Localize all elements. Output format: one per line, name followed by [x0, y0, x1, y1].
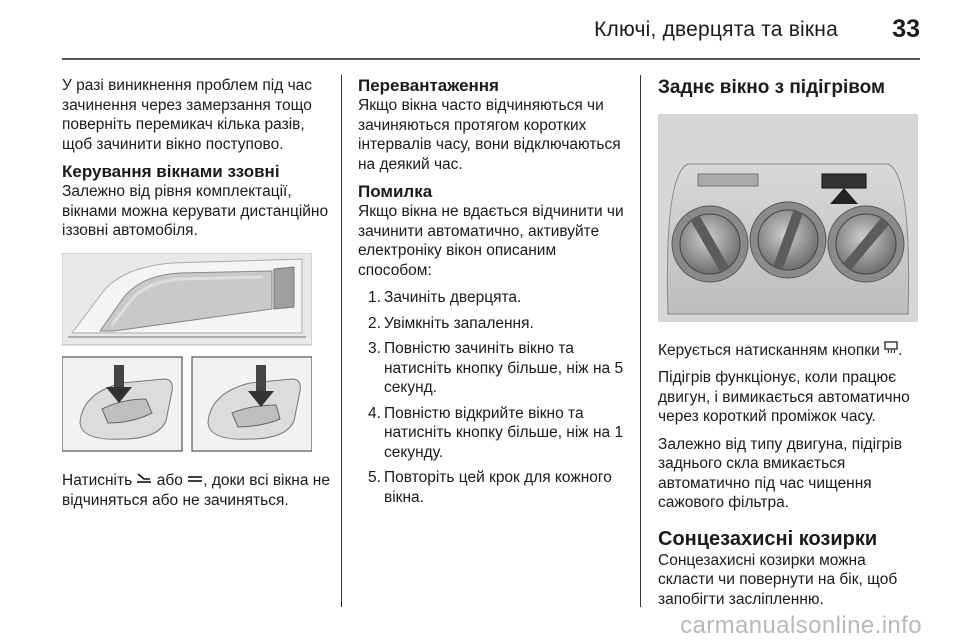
unlock-button-icon: [187, 470, 203, 490]
overload-paragraph: Якщо вікна часто відчиняються чи зачиняються протягом коротких інтервалів часу, вони відключаються на деякий час.: [358, 97, 621, 173]
intro-paragraph: У разі виникнення проблем під час зачинення через замерзання тощо поверніть перемикач кілька разів, щоб зачинити вікно поступово.: [62, 77, 313, 153]
section-heading-overload: Перевантаження: [358, 76, 499, 95]
column-divider-1: [341, 75, 342, 607]
rear-window-heating-icon: [884, 340, 898, 360]
section-heading-sun-visors: Сонцезахисні козирки: [658, 527, 878, 550]
rear-window-paragraph-1: Керується натисканням кнопки .: [658, 341, 903, 359]
section-heading-remote-windows: Керування вікнами ззовні: [62, 162, 280, 181]
column-2: [358, 76, 628, 513]
climate-panel-figure: [658, 114, 918, 322]
list-item: 2. Увімкніть запалення.: [368, 314, 534, 332]
climate-control-illustration: [658, 114, 923, 328]
key-fob-caption: Натисніть або , доки всі вікна не відчиняться або не зачиняться.: [62, 472, 330, 509]
error-paragraph: Якщо вікна не вдається відчинити чи зачинити автоматично, активуйте електроніку вікон описаним способом:: [358, 203, 624, 279]
section-heading-rear-window: Заднє вікно з підігрівом: [658, 77, 886, 98]
column-divider-2: [640, 75, 641, 607]
rear-window-paragraph-2: Підігрів функціонує, коли працює двигун, і вимикається автоматично через короткий проміжок часу.: [658, 369, 910, 425]
page-number: 33: [892, 15, 920, 43]
section-heading-error: Помилка: [358, 182, 433, 201]
page-header: [0, 0, 960, 60]
watermark: carmanualsonline.info: [680, 612, 922, 639]
column-3: [658, 76, 923, 617]
lock-button-icon: [136, 470, 152, 490]
column-1: [62, 76, 332, 518]
steps-list: [358, 288, 628, 507]
rear-window-paragraph-3: Залежно від типу двигуна, підігрів заднього скла вмикається автоматично під час чищення сажового фільтра.: [658, 435, 902, 511]
page-title: Ключі, дверцята та вікна: [594, 18, 838, 41]
list-item: 5. Повторіть цей крок для кожного вікна.: [368, 469, 612, 506]
list-item: 1. Зачиніть дверцята.: [368, 289, 522, 306]
sun-visors-paragraph: Сонцезахисні козирки можна скласти чи повернути на бік, щоб запобігти засліпленню.: [658, 551, 898, 608]
rear-heat-button: [822, 174, 866, 188]
key-fob-figure: [62, 253, 312, 453]
list-item: 3. Повністю зачиніть вікно та натисніть кнопку більше, ніж на 5 секунд.: [368, 340, 624, 396]
header-divider: [62, 58, 920, 60]
list-item: 4. Повністю відкрийте вікно та натисніть кнопку більше, ніж на 1 секунду.: [368, 404, 624, 461]
key-fob-illustration: [62, 253, 332, 459]
remote-windows-paragraph: Залежно від рівня комплектації, вікнами можна керувати дистанційно іззовні автомобіля.: [62, 183, 329, 239]
